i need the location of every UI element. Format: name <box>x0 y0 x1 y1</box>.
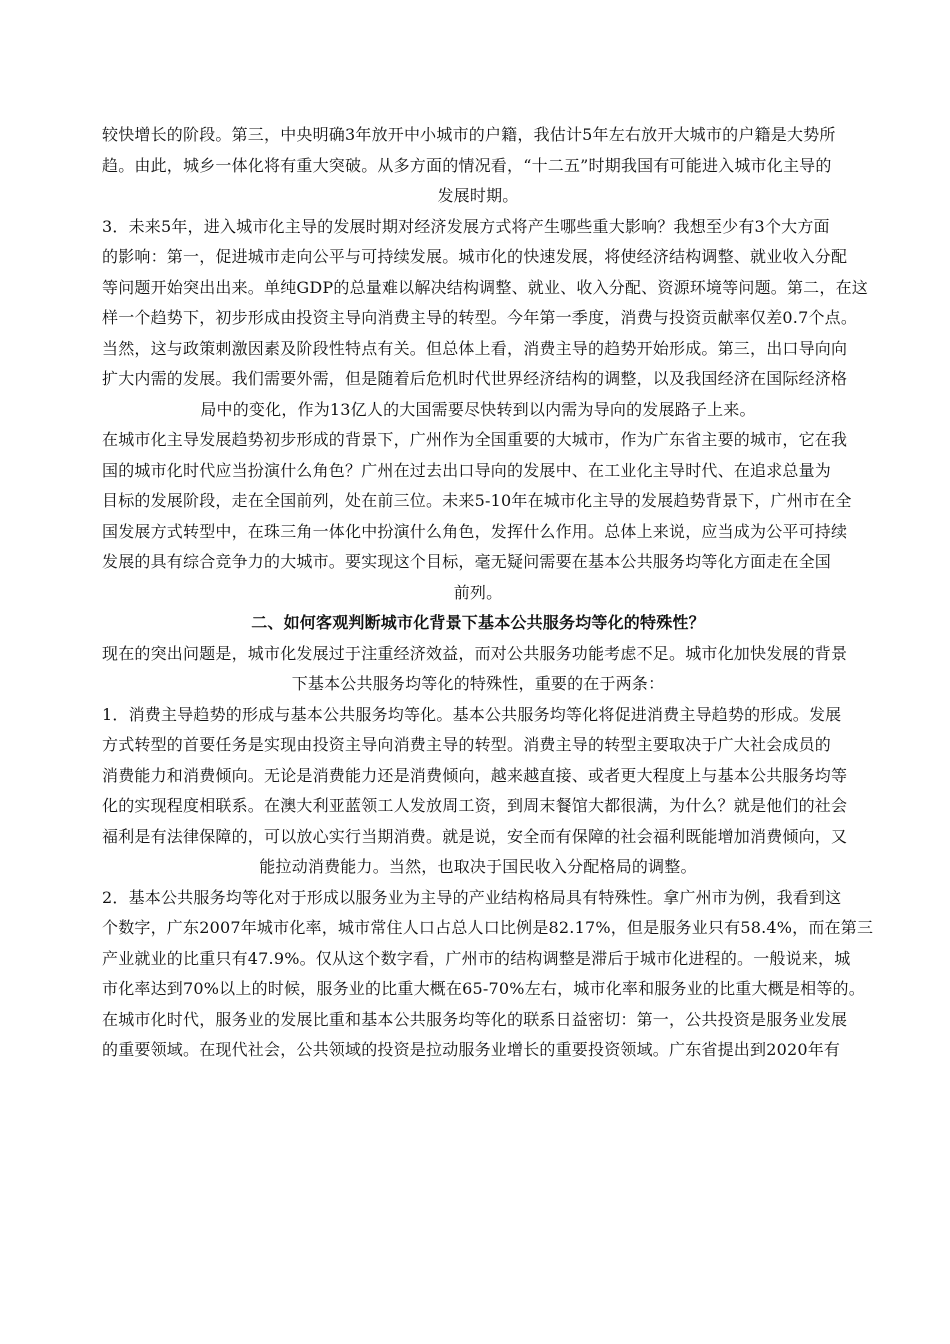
document-body <box>102 120 874 1066</box>
text-line: 目标的发展阶段，走在全国前列，处在前三位。未来5-10年在城市化主导的发展趋势背景下，广州市在全 <box>102 491 852 510</box>
text-line: 1．消费主导趋势的形成与基本公共服务均等化。基本公共服务均等化将促进消费主导趋势的形成。发展 <box>102 704 842 724</box>
text-line: 发展时期。 <box>437 186 519 205</box>
text-line: 3．未来5年，进入城市化主导的发展时期对经济发展方式将产生哪些重大影响？我想至少有3个大方面 <box>102 216 830 236</box>
text-line: 当然，这与政策刺激因素及阶段性特点有关。但总体上看，消费主导的趋势开始形成。第三，出口导向向 <box>102 338 848 358</box>
text-line: 前列。 <box>453 582 503 602</box>
paragraph <box>102 700 854 883</box>
paragraph <box>102 425 854 608</box>
text-line: 在城市化主导发展趋势初步形成的背景下，广州作为全国重要的大城市，作为广东省主要的城市，它在我 <box>102 430 848 449</box>
text-line: 福利是有法律保障的，可以放心实行当期消费。就是说，安全而有保障的社会福利既能增加消费倾向，又 <box>102 826 848 846</box>
text-line: 等问题开始突出出来。单纯GDP的总量难以解决结构调整、就业、收入分配、资源环境等问题。第二，在这 <box>102 277 868 297</box>
text-line: 能拉动消费能力。当然，也取决于国民收入分配格局的调整。 <box>259 857 697 876</box>
text-line: 市化率达到70%以上的时候，服务业的比重大概在65-70%左右，城市化率和服务业的比重大概是相等的。 <box>102 979 865 998</box>
text-line: 扩大内需的发展。我们需要外需，但是随着后危机时代世界经济结构的调整，以及我国经济在国际经济格 <box>102 369 848 388</box>
text-line: 较快增长的阶段。第三，中央明确3年放开中小城市的户籍，我估计5年左右放开大城市的户籍是大势所 <box>102 125 836 144</box>
text-line: 产业就业的比重只有47.9%。仅从这个数字看，广州市的结构调整是滞后于城市化进程的。一般说来，城 <box>102 948 851 968</box>
text-line: 国的城市化时代应当扮演什么角色？广州在过去出口导向的发展中、在工业化主导时代、在追求总量为 <box>102 460 832 480</box>
text-line: 个数字，广东2007年城市化率，城市常住人口占总人口比例是82.17%，但是服务业只有58.4%，而在第三 <box>102 918 874 937</box>
text-line: 现在的突出问题是，城市化发展过于注重经济效益，而对公共服务功能考虑不足。城市化加快发展的背景 <box>102 643 848 663</box>
text-line: 国发展方式转型中，在珠三角一体化中扮演什么角色，发挥什么作用。总体上来说，应当成为公平可持续 <box>102 521 848 541</box>
paragraph <box>102 883 874 1066</box>
text-line: 下基本公共服务均等化的特殊性，重要的在于两条： <box>291 674 665 693</box>
paragraph <box>102 120 854 212</box>
text-line: 在城市化时代，服务业的发展比重和基本公共服务均等化的联系日益密切：第一，公共投资是服务业发展 <box>102 1009 848 1029</box>
paragraph <box>102 212 868 426</box>
text-line: 化的实现程度相联系。在澳大利亚蓝领工人发放周工资，到周末餐馆大都很满，为什么？就是他们的社会 <box>102 796 848 815</box>
paragraph <box>102 639 854 700</box>
text-line: 方式转型的首要任务是实现由投资主导向消费主导的转型。消费主导的转型主要取决于广大社会成员的 <box>102 735 832 754</box>
text-line: 的影响：第一，促进城市走向公平与可持续发展。城市化的快速发展，将使经济结构调整、就业收入分配 <box>102 247 848 266</box>
section-heading: 二、如何客观判断城市化背景下基本公共服务均等化的特殊性？ <box>251 613 705 632</box>
text-line: 样一个趋势下，初步形成由投资主导向消费主导的转型。今年第一季度，消费与投资贡献率仅差0.7个点。 <box>102 308 858 327</box>
text-line: 的重要领域。在现代社会，公共领域的投资是拉动服务业增长的重要投资领域。广东省提出到2020年有 <box>102 1040 841 1059</box>
text-line: 2．基本公共服务均等化对于形成以服务业为主导的产业结构格局具有特殊性。拿广州市为例，我看到这 <box>102 887 842 907</box>
text-line: 趋。由此，城乡一体化将有重大突破。从多方面的情况看，“十二五”时期我国有可能进入城市化主导的 <box>102 155 832 175</box>
text-line: 消费能力和消费倾向。无论是消费能力还是消费倾向，越来越直接、或者更大程度上与基本公共服务均等 <box>102 765 848 785</box>
text-line: 局中的变化，作为13亿人的大国需要尽快转到以内需为导向的发展路子上来。 <box>200 399 756 419</box>
text-line: 发展的具有综合竞争力的大城市。要实现这个目标，毫无疑问需要在基本公共服务均等化方面走在全国 <box>102 552 832 571</box>
